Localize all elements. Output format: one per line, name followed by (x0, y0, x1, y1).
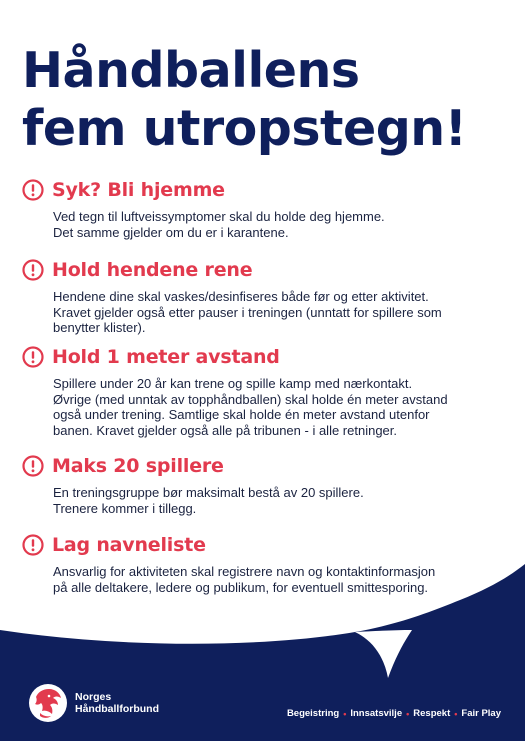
rule-text-line: Det samme gjelder om du er i karantene. (53, 224, 289, 240)
rule-text-line: Kravet gjelder også etter pauser i treningen (unntatt for spillere som (53, 304, 442, 320)
rule-header (22, 343, 512, 371)
value-item: Fair Play (461, 708, 501, 719)
values-strip (287, 708, 501, 719)
rule-text-line: Hendene dine skal vaskes/desinfiseres både før og etter aktivitet. (53, 289, 429, 304)
exclamation-circle-icon (22, 346, 44, 368)
rule-title: Maks 20 spillere (52, 455, 224, 477)
logo-wordmark (75, 691, 159, 715)
exclamation-circle-icon (22, 259, 44, 281)
rule-text-line: En treningsgruppe bør maksimalt bestå av 20 spillere. (53, 485, 364, 500)
rule-header (22, 531, 512, 559)
rule-text-line: benytter klister). (53, 320, 146, 335)
lion-crest-icon (28, 683, 68, 723)
nhf-logo (28, 683, 159, 723)
title-line-2: fem utropstegn! (22, 100, 467, 157)
logo-line-1: Norges (75, 691, 112, 703)
rule-text-line: Ansvarlig for aktiviteten skal registrere navn og kontaktinformasjon (53, 564, 436, 579)
value-item: Begeistring (286, 708, 340, 719)
exclamation-circle-icon (22, 455, 44, 477)
separator-dot: • (406, 708, 410, 719)
rule-item (22, 256, 512, 336)
exclamation-circle-icon (22, 179, 44, 201)
rule-text-line: på alle deltakere, ledere og publikum, for eventuell smittesporing. (53, 579, 429, 595)
rule-item (22, 452, 512, 516)
logo-line-2: Håndballforbund (75, 703, 159, 715)
rule-description (53, 289, 508, 336)
rule-text-line: Øvrige (med unntak av topphåndballen) skal holde én meter avstand (53, 391, 448, 407)
rule-text-line: også under trening. Samtlige skal holde én meter avstand utenfor (53, 407, 430, 422)
rule-item (22, 343, 512, 438)
rule-text-line: Ved tegn til luftveissymptomer skal du holde deg hjemme. (53, 209, 385, 224)
title-line-1: Håndballens (22, 42, 360, 99)
rule-text-line: Spillere under 20 år kan trene og spille kamp med nærkontakt. (53, 376, 413, 391)
rule-description (53, 376, 508, 438)
rule-description (53, 485, 508, 516)
value-item: Innsatsvilje (350, 708, 403, 719)
rule-header (22, 256, 512, 284)
rule-title: Syk? Bli hjemme (52, 179, 225, 201)
value-item: Respekt (413, 708, 451, 719)
rule-item (22, 176, 512, 240)
exclamation-circle-icon (22, 534, 44, 556)
rule-title: Hold 1 meter avstand (52, 346, 280, 368)
rule-title: Hold hendene rene (52, 259, 253, 281)
page-title (22, 42, 512, 158)
rule-description (53, 209, 508, 240)
rule-title: Lag navneliste (52, 534, 206, 556)
rule-text-line: banen. Kravet gjelder også alle på tribunen - i alle retninger. (53, 422, 397, 438)
rule-header (22, 452, 512, 480)
separator-dot: • (343, 708, 347, 719)
separator-dot: • (454, 708, 458, 719)
rule-header (22, 176, 512, 204)
rule-text-line: Trenere kommer i tillegg. (53, 500, 197, 516)
